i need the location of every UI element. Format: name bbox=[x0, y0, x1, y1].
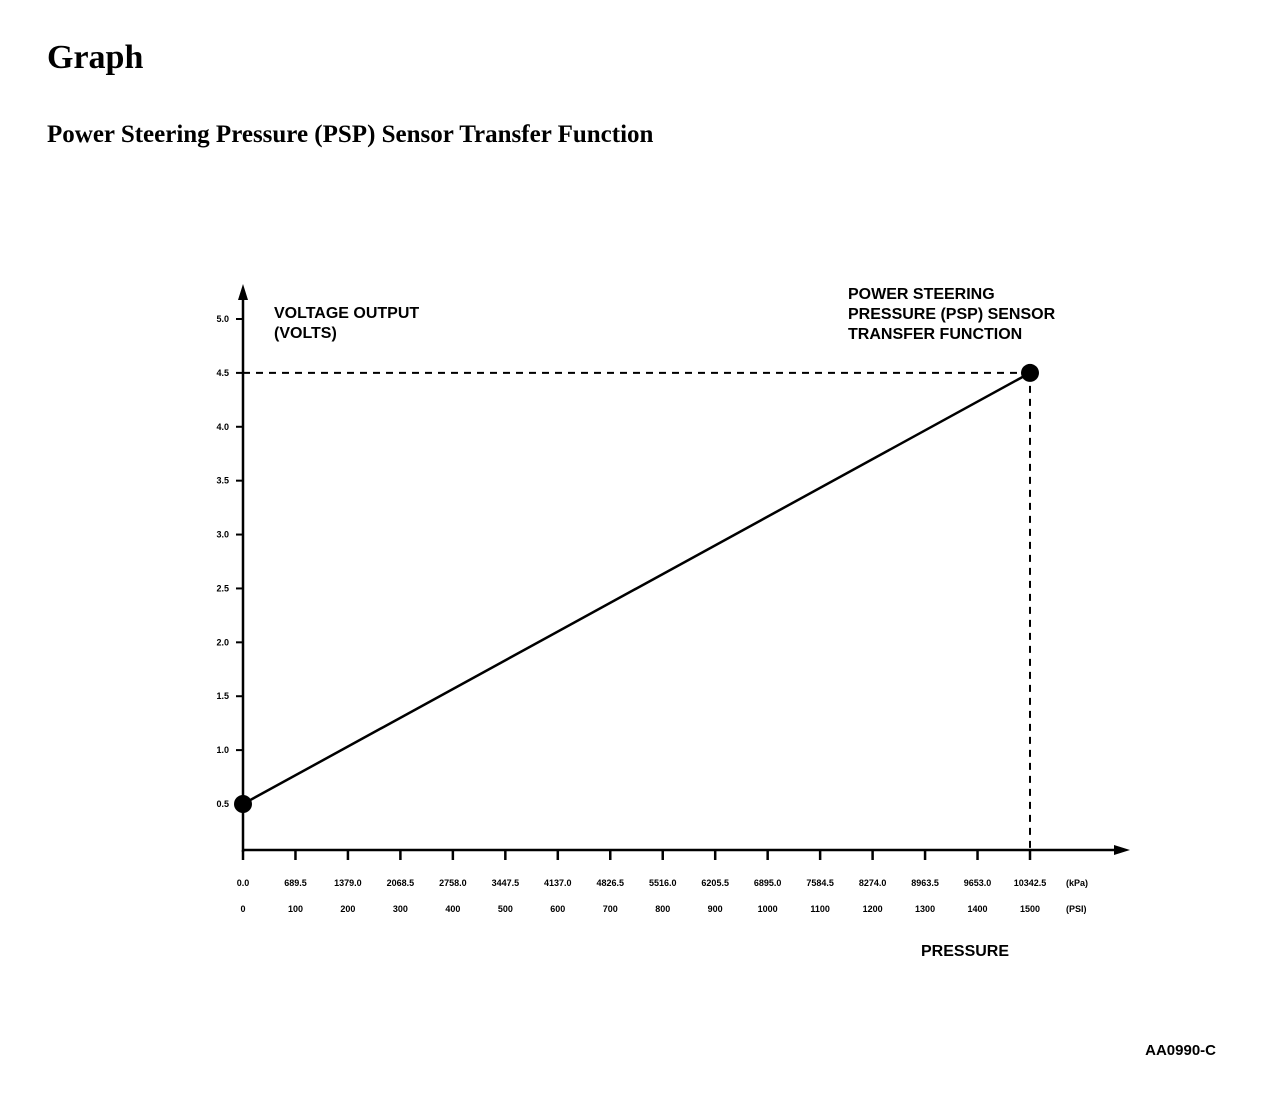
y-tick-label: 1.5 bbox=[216, 691, 229, 702]
annotation-line-1: POWER STEERING bbox=[848, 286, 995, 303]
x-tick-label-psi: 900 bbox=[707, 904, 723, 914]
x-ticks bbox=[237, 850, 1047, 914]
x-tick-label-psi: 1100 bbox=[810, 904, 830, 914]
annotation-line-3: TRANSFER FUNCTION bbox=[848, 326, 1023, 343]
x-axis-title: PRESSURE bbox=[921, 943, 1010, 960]
x-tick-label-kpa: 8963.5 bbox=[911, 878, 939, 888]
y-axis-arrow bbox=[238, 284, 248, 300]
x-tick-label-kpa: 689.5 bbox=[284, 878, 307, 888]
x-tick-label-kpa: 6895.0 bbox=[753, 878, 782, 888]
y-tick-label: 2.0 bbox=[216, 637, 229, 648]
x-tick-label-psi: 700 bbox=[602, 904, 618, 914]
series-line bbox=[243, 373, 1030, 804]
x-tick-label-kpa: 8274.0 bbox=[858, 878, 887, 888]
x-tick-label-kpa: 7584.5 bbox=[806, 878, 834, 888]
x-tick-label-psi: 0 bbox=[240, 904, 246, 914]
x-tick-label-kpa: 2068.5 bbox=[386, 878, 415, 888]
x-tick-label-kpa: 4137.0 bbox=[544, 878, 572, 888]
y-tick-label: 3.0 bbox=[216, 529, 229, 540]
y-tick-label: 4.0 bbox=[216, 421, 229, 432]
y-ticks bbox=[216, 314, 243, 809]
chart-caption: Power Steering Pressure (PSP) Sensor Transfer Function bbox=[47, 121, 654, 148]
data-point-end bbox=[1021, 364, 1039, 382]
y-tick-label: 3.5 bbox=[216, 475, 229, 486]
x-tick-label-psi: 600 bbox=[550, 904, 566, 914]
x-tick-label-psi: 1500 bbox=[1019, 904, 1041, 914]
x-tick-label-kpa: 10342.5 bbox=[1013, 878, 1047, 888]
x-tick-label-psi: 500 bbox=[497, 904, 513, 914]
x-tick-label-kpa: 2758.0 bbox=[439, 878, 467, 888]
y-tick-label: 2.5 bbox=[216, 583, 229, 594]
x-tick-label-kpa: 0.0 bbox=[236, 878, 250, 888]
y-tick-label: 1.0 bbox=[216, 745, 229, 756]
x-tick-label-kpa: 6205.5 bbox=[701, 878, 729, 888]
annotation-line-2: PRESSURE (PSP) SENSOR bbox=[848, 306, 1056, 323]
x-unit-kpa: (kPa) bbox=[1066, 878, 1089, 888]
x-tick-label-kpa: 1379.0 bbox=[334, 878, 362, 888]
x-tick-label-psi: 1300 bbox=[915, 904, 936, 914]
x-tick-label-kpa: 4826.5 bbox=[596, 878, 625, 888]
x-tick-label-psi: 1200 bbox=[862, 904, 883, 914]
x-tick-label-psi: 200 bbox=[340, 904, 356, 914]
x-tick-label-psi: 400 bbox=[445, 904, 461, 914]
x-tick-label-psi: 300 bbox=[392, 904, 408, 914]
figure-id: AA0990-C bbox=[1145, 1042, 1216, 1059]
y-axis-label-line-2: (VOLTS) bbox=[274, 325, 337, 342]
x-tick-label-psi: 100 bbox=[287, 904, 303, 914]
x-tick-label-psi: 1000 bbox=[757, 904, 778, 914]
x-axis-arrow bbox=[1114, 845, 1130, 855]
x-tick-label-kpa: 3447.5 bbox=[491, 878, 520, 888]
data-point-start bbox=[234, 795, 252, 813]
x-tick-label-psi: 1400 bbox=[967, 904, 988, 914]
page-title: Graph bbox=[47, 39, 144, 76]
y-tick-label: 4.5 bbox=[216, 367, 229, 378]
y-axis-label-line-1: VOLTAGE OUTPUT bbox=[274, 305, 420, 322]
y-tick-label: 5.0 bbox=[216, 314, 229, 324]
y-tick-label: 0.5 bbox=[216, 799, 229, 809]
x-tick-label-psi: 800 bbox=[655, 904, 671, 914]
x-tick-label-kpa: 9653.0 bbox=[963, 878, 992, 888]
x-tick-label-kpa: 5516.0 bbox=[648, 878, 677, 888]
x-unit-psi: (PSI) bbox=[1066, 904, 1087, 914]
